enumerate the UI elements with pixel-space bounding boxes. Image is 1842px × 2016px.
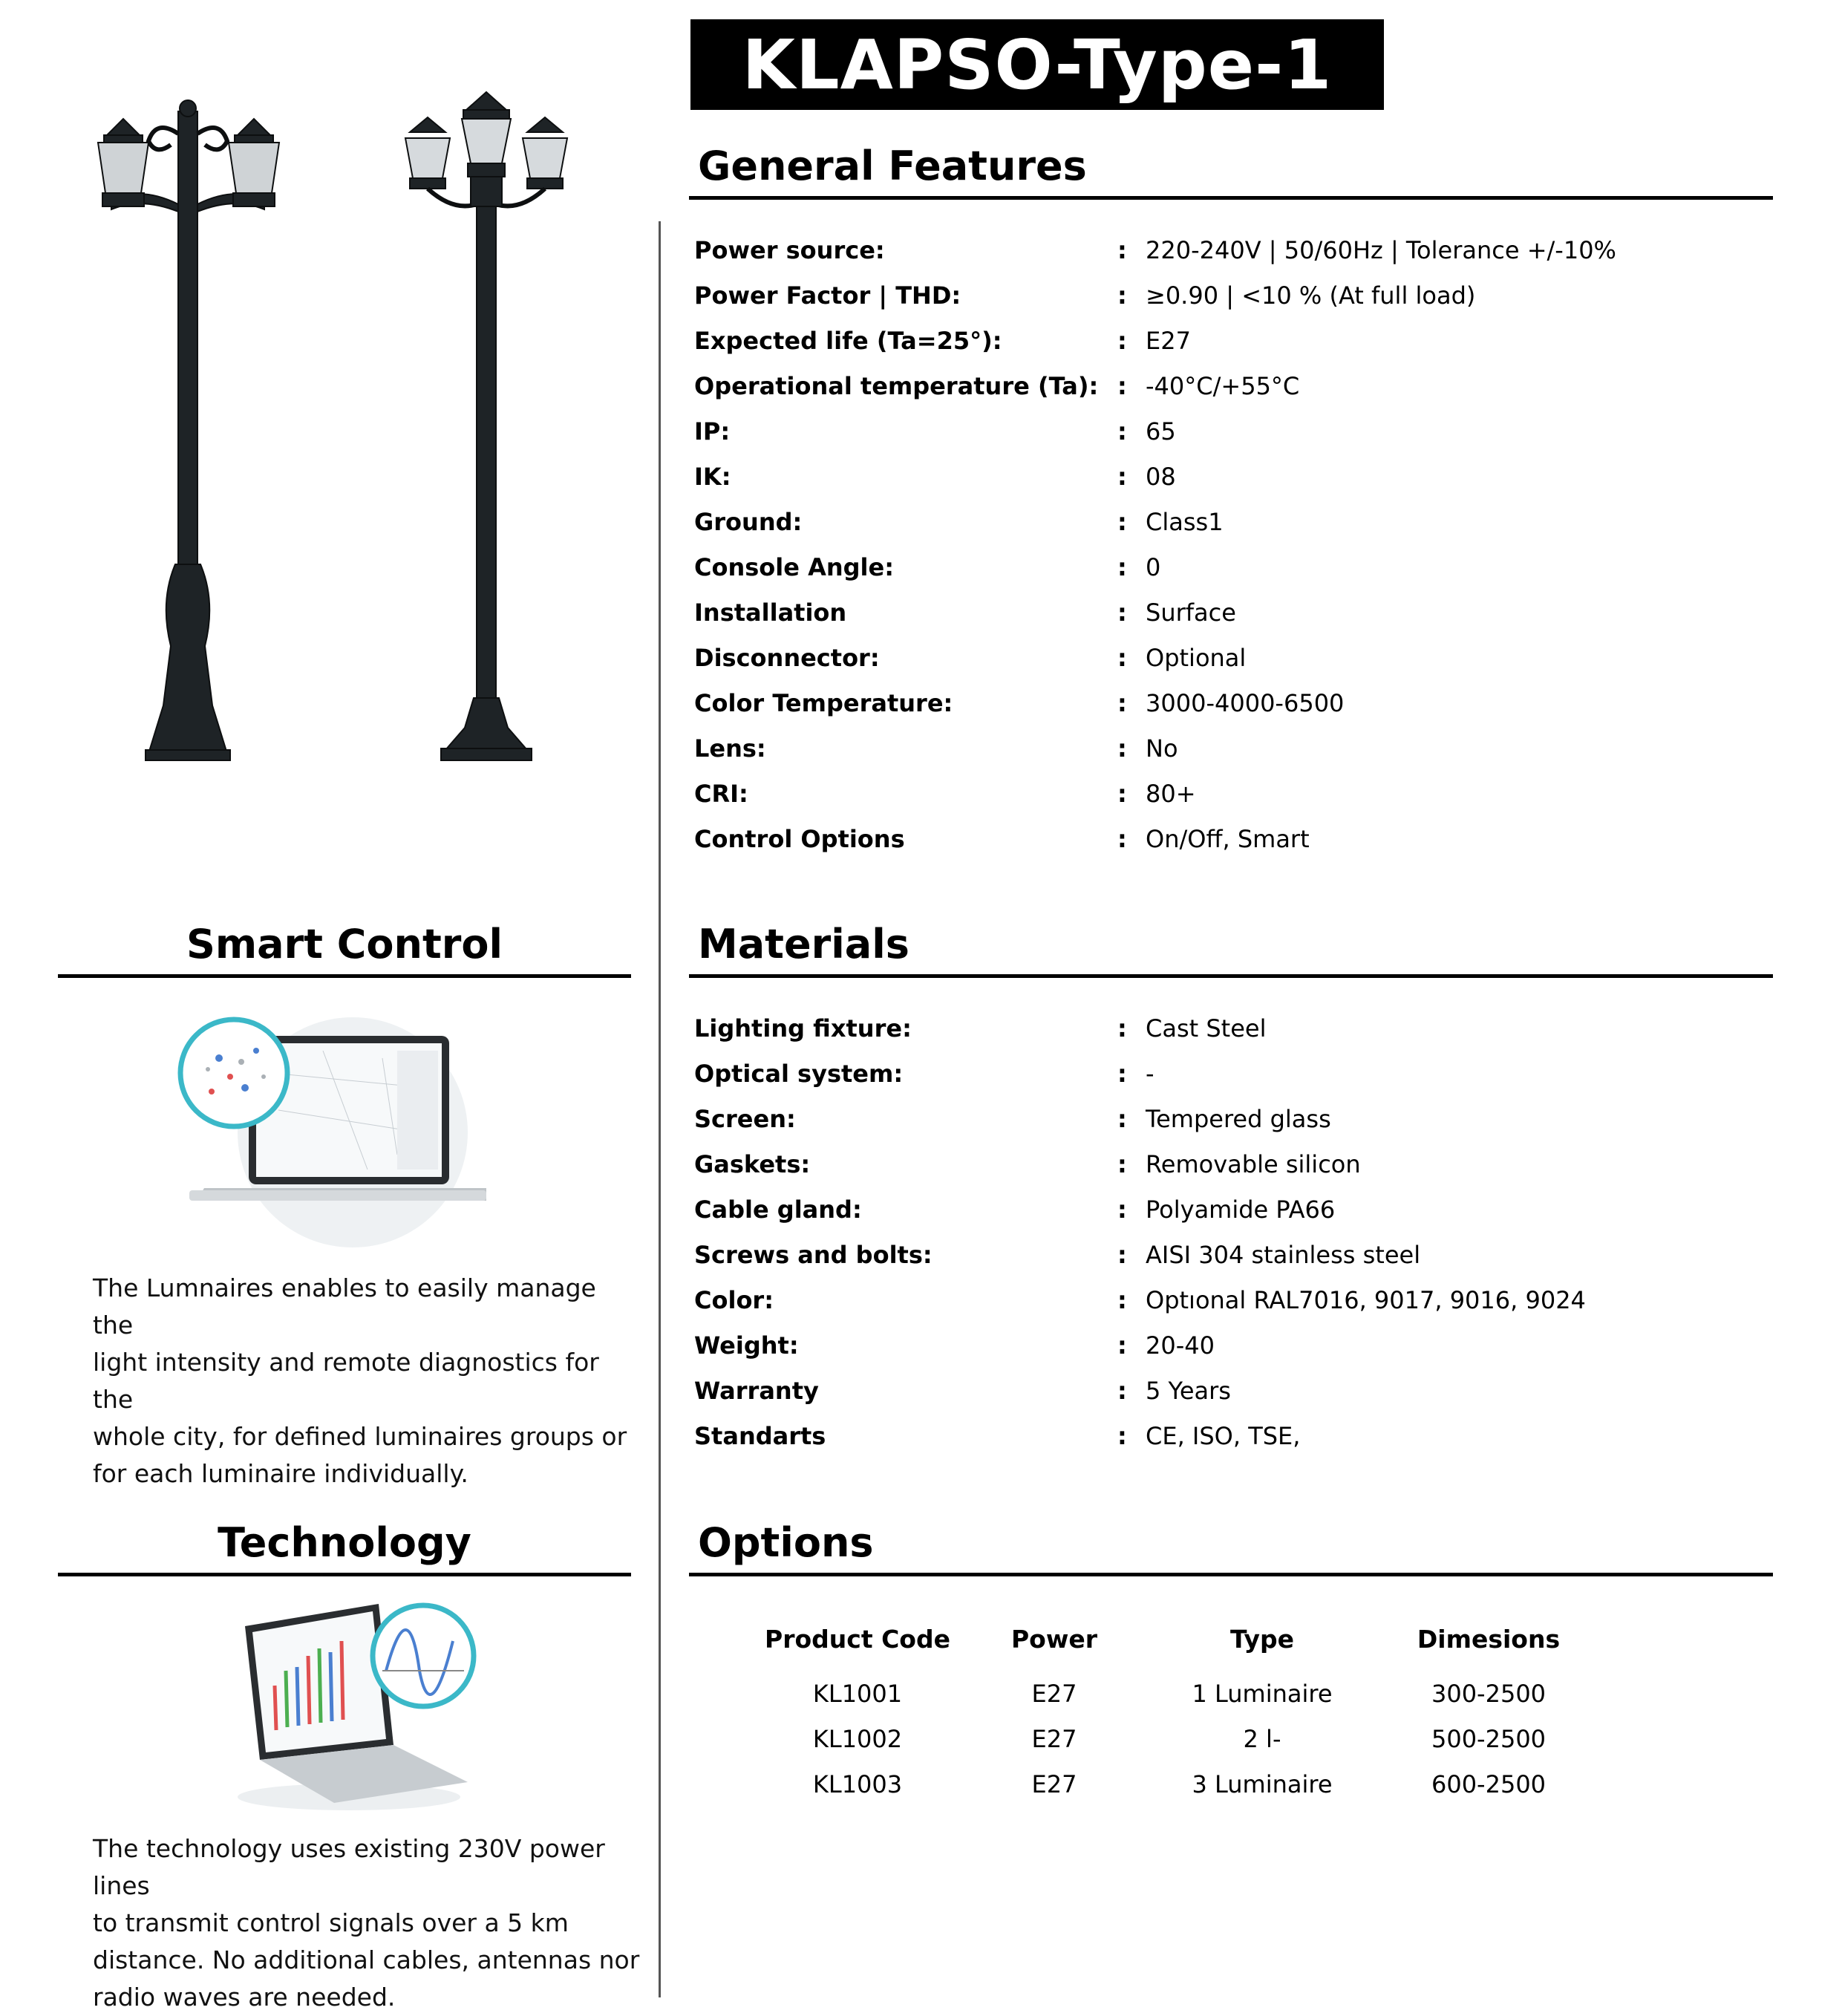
spec-label: Console Angle: (694, 553, 895, 581)
smart-control-description (93, 1270, 642, 1493)
text-line: The Lumnaires enables to easily manage the (93, 1273, 596, 1340)
options-divider (689, 1573, 1773, 1576)
power-cell: E27 (1031, 1680, 1077, 1708)
lamp-post-double-icon (67, 82, 312, 765)
dimensions-cell: 600-2500 (1431, 1770, 1547, 1798)
laptop-map-icon (174, 1006, 486, 1251)
spec-value: Tempered glass (1146, 1105, 1331, 1133)
spec-colon: : (1117, 598, 1127, 627)
general-features-divider (689, 196, 1773, 200)
spec-label: Standarts (694, 1422, 826, 1450)
spec-value: Optional (1146, 644, 1247, 672)
type-cell: 1 Luminaire (1192, 1680, 1333, 1708)
materials-divider (689, 974, 1773, 978)
text-line: whole city, for defined luminaires groups or (93, 1422, 627, 1451)
spec-value: 08 (1146, 463, 1176, 491)
spec-colon: : (1117, 1377, 1127, 1405)
spec-colon: : (1117, 553, 1127, 581)
spec-colon: : (1117, 780, 1127, 808)
spec-label: Control Options (694, 825, 905, 853)
spec-label: Ground: (694, 508, 803, 536)
spec-row (694, 372, 1763, 417)
spec-row (694, 1060, 1763, 1105)
spec-value: 80+ (1146, 780, 1196, 808)
spec-value: 20-40 (1146, 1331, 1215, 1360)
spec-colon: : (1117, 1150, 1127, 1178)
spec-value: No (1146, 734, 1178, 763)
table-row (750, 1680, 1641, 1725)
spec-colon: : (1117, 825, 1127, 853)
spec-colon: : (1117, 463, 1127, 491)
spec-label: Lens: (694, 734, 766, 763)
spec-colon: : (1117, 236, 1127, 264)
spec-value: 65 (1146, 417, 1176, 446)
spec-row (694, 281, 1763, 327)
spec-colon: : (1117, 1105, 1127, 1133)
materials-table (694, 1014, 1763, 1467)
spec-label: Warranty (694, 1377, 819, 1405)
table-row (750, 1770, 1641, 1816)
spec-label: Gaskets: (694, 1150, 811, 1178)
spec-label: Color: (694, 1286, 774, 1314)
spec-row (694, 236, 1763, 281)
spec-row (694, 1241, 1763, 1286)
spec-colon: : (1117, 327, 1127, 355)
spec-row (694, 1377, 1763, 1422)
spec-row (694, 644, 1763, 689)
product-code-cell: KL1002 (812, 1725, 903, 1753)
type-cell: 3 Luminaire (1192, 1770, 1333, 1798)
spec-label: Cable gland: (694, 1195, 862, 1224)
spec-row (694, 780, 1763, 825)
spec-row (694, 825, 1763, 870)
spec-value: E27 (1146, 327, 1191, 355)
spec-value: 5 Years (1146, 1377, 1231, 1405)
spec-value: Cast Steel (1146, 1014, 1267, 1043)
spec-colon: : (1117, 372, 1127, 400)
spec-colon: : (1117, 644, 1127, 672)
options-title: Options (698, 1519, 874, 1566)
text-line: to transmit control signals over a 5 km (93, 1908, 569, 1937)
header-product-code: Product Code (765, 1625, 950, 1654)
spec-row (694, 1286, 1763, 1331)
spec-row (694, 734, 1763, 780)
spec-colon: : (1117, 1060, 1127, 1088)
header-type: Type (1229, 1625, 1295, 1654)
spec-row (694, 689, 1763, 734)
spec-row (694, 1331, 1763, 1377)
general-features-table (694, 236, 1763, 870)
type-cell: 2 l- (1243, 1725, 1281, 1753)
spec-value: - (1146, 1060, 1154, 1088)
spec-label: IP: (694, 417, 731, 446)
spec-value: Surface (1146, 598, 1236, 627)
spec-label: Power Factor | THD: (694, 281, 961, 310)
spec-row (694, 1105, 1763, 1150)
spec-label: Expected life (Ta=25°): (694, 327, 1002, 355)
spec-colon: : (1117, 1286, 1127, 1314)
dimensions-cell: 300-2500 (1431, 1680, 1547, 1708)
spec-colon: : (1117, 1195, 1127, 1224)
product-title: KLAPSO-Type-1 (742, 25, 1333, 105)
text-line: light intensity and remote diagnostics for the (93, 1348, 599, 1414)
spec-value: ≥0.90 | <10 % (At full load) (1146, 281, 1476, 310)
spec-colon: : (1117, 1241, 1127, 1269)
spec-colon: : (1117, 281, 1127, 310)
spec-colon: : (1117, 689, 1127, 717)
spec-row (694, 463, 1763, 508)
dimensions-cell: 500-2500 (1431, 1725, 1547, 1753)
laptop-chart-icon (223, 1596, 490, 1819)
spec-label: IK: (694, 463, 731, 491)
spec-label: Disconnector: (694, 644, 880, 672)
spec-row (694, 1150, 1763, 1195)
spec-colon: : (1117, 1422, 1127, 1450)
spec-colon: : (1117, 1014, 1127, 1043)
spec-value: Optıonal RAL7016, 9017, 9016, 9024 (1146, 1286, 1586, 1314)
spec-colon: : (1117, 1331, 1127, 1360)
power-cell: E27 (1031, 1725, 1077, 1753)
spec-label: Operational temperature (Ta): (694, 372, 1099, 400)
spec-value: On/Off, Smart (1146, 825, 1310, 853)
spec-row (694, 1014, 1763, 1060)
spec-label: Screen: (694, 1105, 796, 1133)
spec-colon: : (1117, 508, 1127, 536)
spec-colon: : (1117, 734, 1127, 763)
spec-row (694, 1422, 1763, 1467)
spec-row (694, 1195, 1763, 1241)
product-title-banner (690, 19, 1384, 110)
technology-divider (58, 1573, 631, 1576)
options-header-row (750, 1625, 1641, 1680)
spec-value: Removable silicon (1146, 1150, 1361, 1178)
header-power: Power (1011, 1625, 1097, 1654)
column-divider (659, 221, 661, 1997)
spec-value: -40°C/+55°C (1146, 372, 1300, 400)
spec-label: Power source: (694, 236, 885, 264)
text-line: for each luminaire individually. (93, 1459, 468, 1488)
header-dimensions: Dimesions (1417, 1625, 1561, 1654)
technology-title: Technology (218, 1519, 471, 1566)
smart-control-divider (58, 974, 631, 978)
left-column (0, 0, 653, 2012)
spec-value: 3000-4000-6500 (1146, 689, 1345, 717)
power-cell: E27 (1031, 1770, 1077, 1798)
lamp-post-triple-icon (393, 82, 579, 765)
product-code-cell: KL1003 (812, 1770, 903, 1798)
spec-label: Installation (694, 598, 847, 627)
spec-label: Screws and bolts: (694, 1241, 933, 1269)
spec-value: 220-240V | 50/60Hz | Tolerance +/-10% (1146, 236, 1616, 264)
spec-value: CE, ISO, TSE, (1146, 1422, 1301, 1450)
spec-label: Color Temperature: (694, 689, 953, 717)
table-row (750, 1725, 1641, 1770)
spec-label: CRI: (694, 780, 748, 808)
options-table (750, 1625, 1641, 1816)
technology-description (93, 1830, 642, 2016)
spec-row (694, 598, 1763, 644)
spec-label: Lighting fixture: (694, 1014, 912, 1043)
text-line: radio waves are needed. (93, 1983, 396, 2012)
spec-value: Class1 (1146, 508, 1224, 536)
spec-row (694, 508, 1763, 553)
spec-row (694, 327, 1763, 372)
spec-label: Optical system: (694, 1060, 904, 1088)
general-features-title: General Features (698, 143, 1087, 189)
spec-row (694, 417, 1763, 463)
spec-row (694, 553, 1763, 598)
product-code-cell: KL1001 (812, 1680, 903, 1708)
spec-label: Weight: (694, 1331, 799, 1360)
spec-value: 0 (1146, 553, 1161, 581)
spec-colon: : (1117, 417, 1127, 446)
spec-value: AISI 304 stainless steel (1146, 1241, 1421, 1269)
spec-value: Polyamide PA66 (1146, 1195, 1336, 1224)
text-line: The technology uses existing 230V power lines (93, 1834, 605, 1900)
materials-title: Materials (698, 921, 909, 968)
smart-control-title: Smart Control (186, 921, 503, 968)
text-line: distance. No additional cables, antennas nor (93, 1945, 640, 1974)
